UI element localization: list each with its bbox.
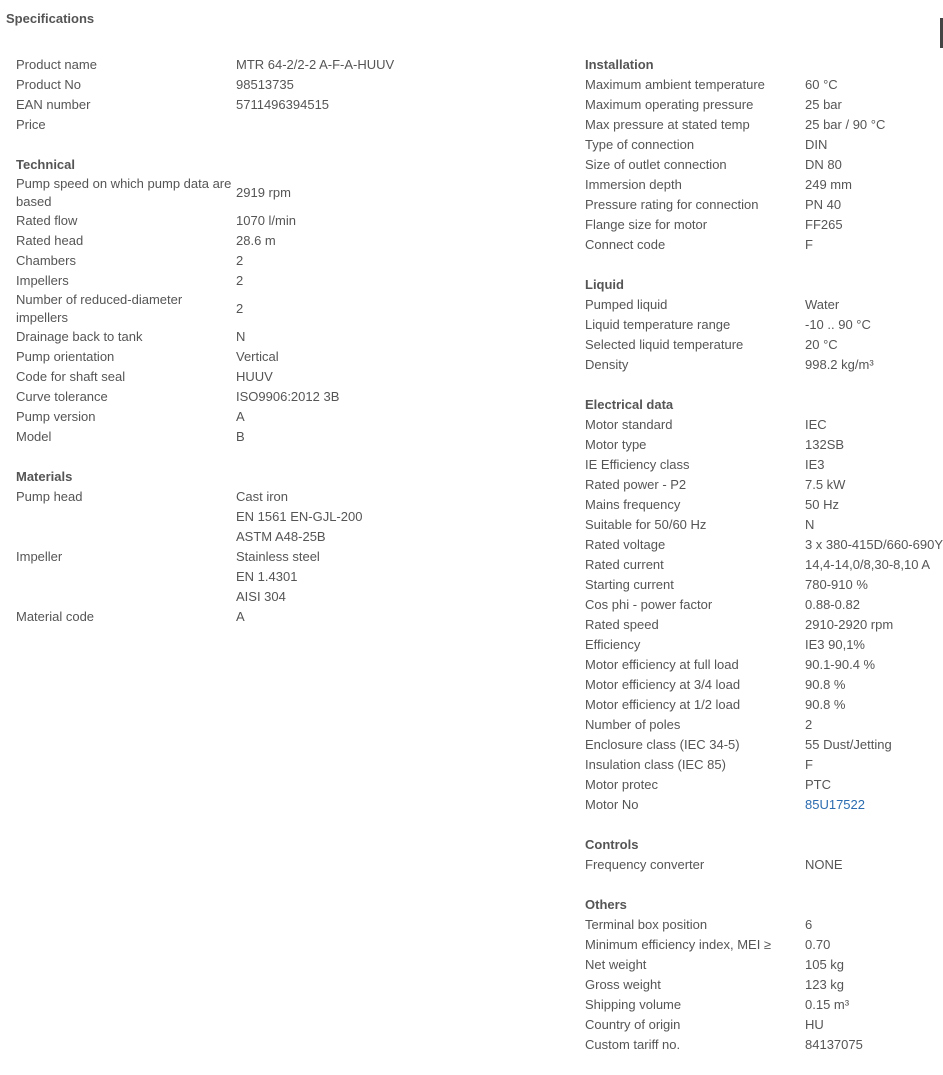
spec-row-motor-efficiency-at-1-2-load (585, 695, 943, 715)
spec-row-curve-tolerance (16, 387, 556, 407)
spec-row-minimum-efficiency-index-mei (585, 935, 943, 955)
spec-label: Selected liquid temperature (585, 337, 744, 352)
spec-row-motor-efficiency-at-3-4-load (585, 675, 943, 695)
left-column (16, 55, 556, 647)
spec-label: Motor protec (585, 777, 658, 792)
section-others (585, 895, 943, 1055)
spec-value: DN 80 (805, 157, 842, 172)
spec-label: Rated speed (585, 617, 659, 632)
spec-row-starting-current (585, 575, 943, 595)
spec-row-suitable-for-50-60-hz (585, 515, 943, 535)
spec-label: Insulation class (IEC 85) (585, 757, 726, 772)
spec-label: Minimum efficiency index, MEI ≥ (585, 937, 772, 952)
spec-row-pump-orientation (16, 347, 556, 367)
spec-label: Efficiency (585, 637, 641, 652)
spec-value: EN 1561 EN-GJL-200 (236, 509, 363, 524)
spec-label: Size of outlet connection (585, 157, 727, 172)
spec-label: Frequency converter (585, 857, 705, 872)
spec-value: 2910-2920 rpm (805, 617, 894, 632)
spec-label: Number of poles (585, 717, 681, 732)
spec-value: 14,4-14,0/8,30-8,10 A (805, 557, 931, 572)
spec-label: Impeller (16, 549, 63, 564)
spec-row-ean-number (16, 95, 556, 115)
spec-value: 2919 rpm (236, 185, 291, 200)
spec-label: Product No (16, 77, 82, 92)
spec-label: Price (16, 117, 46, 132)
spec-label: Rated flow (16, 213, 78, 228)
spec-row-pumped-liquid (585, 295, 943, 315)
spec-row-density (585, 355, 943, 375)
spec-value: 1070 l/min (236, 213, 296, 228)
spec-value-stack (236, 487, 362, 547)
spec-row-immersion-depth (585, 175, 943, 195)
spec-row-rated-current (585, 555, 943, 575)
spec-value: 0.70 (805, 937, 831, 952)
spec-value: ASTM A48-25B (236, 529, 326, 544)
spec-row-insulation-class-iec-85 (585, 755, 943, 775)
spec-label: Pump version (16, 409, 96, 424)
spec-label: Type of connection (585, 137, 695, 152)
spec-value: 2 (805, 717, 813, 732)
section-heading: Liquid (585, 277, 624, 292)
spec-row-liquid-temperature-range (585, 315, 943, 335)
spec-value: 50 Hz (805, 497, 839, 512)
spec-value: 5711496394515 (236, 97, 330, 112)
spec-value: Water (805, 297, 840, 312)
spec-label: Rated voltage (585, 537, 666, 552)
section-heading: Others (585, 897, 627, 912)
spec-row-enclosure-class-iec-34-5 (585, 735, 943, 755)
spec-row-model (16, 427, 556, 447)
spec-value: MTR 64-2/2-2 A-F-A-HUUV (236, 57, 395, 72)
spec-label: Drainage back to tank (16, 329, 143, 344)
spec-label: Pump speed on which pump data are based (16, 176, 232, 209)
spec-label: Number of reduced-diameter impellers (16, 292, 183, 325)
spec-value: 55 Dust/Jetting (805, 737, 892, 752)
spec-row-rated-head (16, 231, 556, 251)
spec-value: 249 mm (805, 177, 852, 192)
spec-label: Pressure rating for connection (585, 197, 759, 212)
spec-label: Liquid temperature range (585, 317, 731, 332)
spec-label: Impellers (16, 273, 69, 288)
spec-label: Density (585, 357, 629, 372)
spec-label: EAN number (16, 97, 91, 112)
spec-value: EN 1.4301 (236, 569, 298, 584)
spec-row-gross-weight (585, 975, 943, 995)
spec-row-rated-voltage (585, 535, 943, 555)
spec-row-shipping-volume (585, 995, 943, 1015)
spec-value: AISI 304 (236, 589, 286, 604)
spec-label: Custom tariff no. (585, 1037, 681, 1052)
spec-row-motor-type (585, 435, 943, 455)
spec-value: ISO9906:2012 3B (236, 389, 340, 404)
spec-value: 6 (805, 917, 813, 932)
spec-label: Rated power - P2 (585, 477, 687, 492)
section-heading: Installation (585, 57, 654, 72)
spec-label: Maximum operating pressure (585, 97, 754, 112)
spec-row-product-name (16, 55, 556, 75)
spec-value: Vertical (236, 349, 279, 364)
spec-label: Connect code (585, 237, 666, 252)
spec-value: NONE (805, 857, 843, 872)
spec-value: F (805, 757, 813, 772)
spec-value: 0.15 m³ (805, 997, 850, 1012)
spec-label: Cos phi - power factor (585, 597, 713, 612)
spec-value: 2 (236, 273, 244, 288)
spec-value: 105 kg (805, 957, 845, 972)
spec-row-efficiency (585, 635, 943, 655)
spec-label: Flange size for motor (585, 217, 708, 232)
spec-value: 780-910 % (805, 577, 868, 592)
section-heading: Materials (16, 469, 73, 484)
spec-label: Pump orientation (16, 349, 115, 364)
spec-row-cos-phi-power-factor (585, 595, 943, 615)
spec-value: 60 °C (805, 77, 838, 92)
spec-value: N (805, 517, 815, 532)
spec-row-flange-size-for-motor (585, 215, 943, 235)
spec-value: Stainless steel (236, 549, 320, 564)
spec-row-motor-standard (585, 415, 943, 435)
spec-value: IE3 90,1% (805, 637, 865, 652)
spec-value: A (236, 609, 245, 624)
spec-label: IE Efficiency class (585, 457, 690, 472)
section-installation (585, 55, 943, 255)
spec-value: 7.5 kW (805, 477, 846, 492)
spec-value: DIN (805, 137, 828, 152)
spec-label: Country of origin (585, 1017, 681, 1032)
spec-value: 84137075 (805, 1037, 863, 1052)
spec-value: 132SB (805, 437, 845, 452)
spec-value: PTC (805, 777, 831, 792)
spec-label: Gross weight (585, 977, 661, 992)
spec-row-motor-no (585, 795, 943, 815)
spec-row-drainage-back-to-tank (16, 327, 556, 347)
spec-row-mains-frequency (585, 495, 943, 515)
spec-label: Motor standard (585, 417, 673, 432)
spec-label: Net weight (585, 957, 647, 972)
spec-row-chambers (16, 251, 556, 271)
spec-value: 998.2 kg/m³ (805, 357, 874, 372)
section-controls (585, 835, 943, 875)
spec-value: 0.88-0.82 (805, 597, 860, 612)
spec-row-ie-efficiency-class (585, 455, 943, 475)
spec-label: Motor efficiency at full load (585, 657, 739, 672)
spec-label: Curve tolerance (16, 389, 108, 404)
motor-no-link[interactable]: 85U17522 (805, 797, 865, 812)
spec-row-connect-code (585, 235, 943, 255)
spec-row-maximum-operating-pressure (585, 95, 943, 115)
spec-label: Model (16, 429, 52, 444)
spec-label: Motor No (585, 797, 639, 812)
spec-value: HUUV (236, 369, 273, 384)
section-electrical-data (585, 395, 943, 815)
spec-value: PN 40 (805, 197, 842, 212)
spec-row-net-weight (585, 955, 943, 975)
page-title: Specifications (6, 11, 95, 26)
spec-value: -10 .. 90 °C (805, 317, 871, 332)
spec-row-price (16, 115, 556, 135)
spec-row-code-for-shaft-seal (16, 367, 556, 387)
spec-value-stack (236, 547, 320, 607)
spec-value: 123 kg (805, 977, 845, 992)
spec-row-pump-version (16, 407, 556, 427)
spec-row-terminal-box-position (585, 915, 943, 935)
spec-label: Code for shaft seal (16, 369, 126, 384)
spec-row-max-pressure-at-stated-temp (585, 115, 943, 135)
spec-row-type-of-connection (585, 135, 943, 155)
spec-row-custom-tariff-no (585, 1035, 943, 1055)
spec-value: Cast iron (236, 489, 289, 504)
spec-label: Motor type (585, 437, 647, 452)
spec-row-pressure-rating-for-connection (585, 195, 943, 215)
spec-row-impellers (16, 271, 556, 291)
spec-label: Pumped liquid (585, 297, 668, 312)
spec-label: Immersion depth (585, 177, 682, 192)
spec-row-number-of-poles (585, 715, 943, 735)
spec-label: Maximum ambient temperature (585, 77, 765, 92)
spec-value: A (236, 409, 245, 424)
spec-row-rated-power-p2 (585, 475, 943, 495)
spec-value: 98513735 (236, 77, 294, 92)
spec-label: Motor efficiency at 1/2 load (585, 697, 741, 712)
spec-row-motor-protec (585, 775, 943, 795)
spec-value: 2 (236, 253, 244, 268)
spec-row-pump-speed-on-which-pump-data-are-based (16, 175, 556, 211)
spec-label: Enclosure class (IEC 34-5) (585, 737, 740, 752)
section-technical (16, 155, 556, 447)
section-general (16, 55, 556, 135)
spec-value: HU (805, 1017, 824, 1032)
spec-value: 3 x 380-415D/660-690Y (804, 537, 943, 552)
spec-row-product-no (16, 75, 556, 95)
spec-value: 2 (236, 301, 244, 316)
section-heading: Controls (585, 837, 639, 852)
spec-value: B (236, 429, 245, 444)
spec-label: Suitable for 50/60 Hz (585, 517, 707, 532)
spec-value: 20 °C (805, 337, 838, 352)
spec-label: Pump head (16, 489, 83, 504)
spec-value: IEC (805, 417, 827, 432)
spec-value: FF265 (805, 217, 843, 232)
spec-label: Rated current (585, 557, 664, 572)
spec-value: F (805, 237, 813, 252)
spec-label: Material code (16, 609, 95, 624)
spec-row-motor-efficiency-at-full-load (585, 655, 943, 675)
spec-row-pump-head (16, 487, 556, 547)
spec-row-selected-liquid-temperature (585, 335, 943, 355)
spec-label: Mains frequency (585, 497, 681, 512)
spec-row-maximum-ambient-temperature (585, 75, 943, 95)
spec-value: IE3 (805, 457, 825, 472)
spec-label: Terminal box position (585, 917, 708, 932)
spec-value: 90.8 % (805, 677, 846, 692)
spec-label: Starting current (585, 577, 674, 592)
spec-value: 28.6 m (236, 233, 276, 248)
spec-row-material-code (16, 607, 556, 627)
spec-row-rated-flow (16, 211, 556, 231)
spec-value: 90.8 % (805, 697, 846, 712)
section-materials (16, 467, 556, 627)
spec-row-size-of-outlet-connection (585, 155, 943, 175)
spec-row-impeller (16, 547, 556, 607)
section-liquid (585, 275, 943, 375)
spec-label: Max pressure at stated temp (585, 117, 750, 132)
section-heading: Technical (16, 157, 76, 172)
spec-label: Shipping volume (585, 997, 682, 1012)
spec-value: 25 bar (805, 97, 842, 112)
spec-label: Motor efficiency at 3/4 load (585, 677, 741, 692)
section-heading: Electrical data (585, 397, 674, 412)
spec-value: N (236, 329, 246, 344)
spec-row-country-of-origin (585, 1015, 943, 1035)
spec-value: 25 bar / 90 °C (805, 117, 886, 132)
spec-value: 90.1-90.4 % (805, 657, 876, 672)
spec-row-frequency-converter (585, 855, 943, 875)
right-column (585, 55, 943, 1075)
spec-row-number-of-reduced-diameter-impellers (16, 291, 556, 327)
spec-label: Product name (16, 57, 97, 72)
spec-label: Chambers (16, 253, 76, 268)
spec-row-rated-speed (585, 615, 943, 635)
spec-label: Rated head (16, 233, 84, 248)
